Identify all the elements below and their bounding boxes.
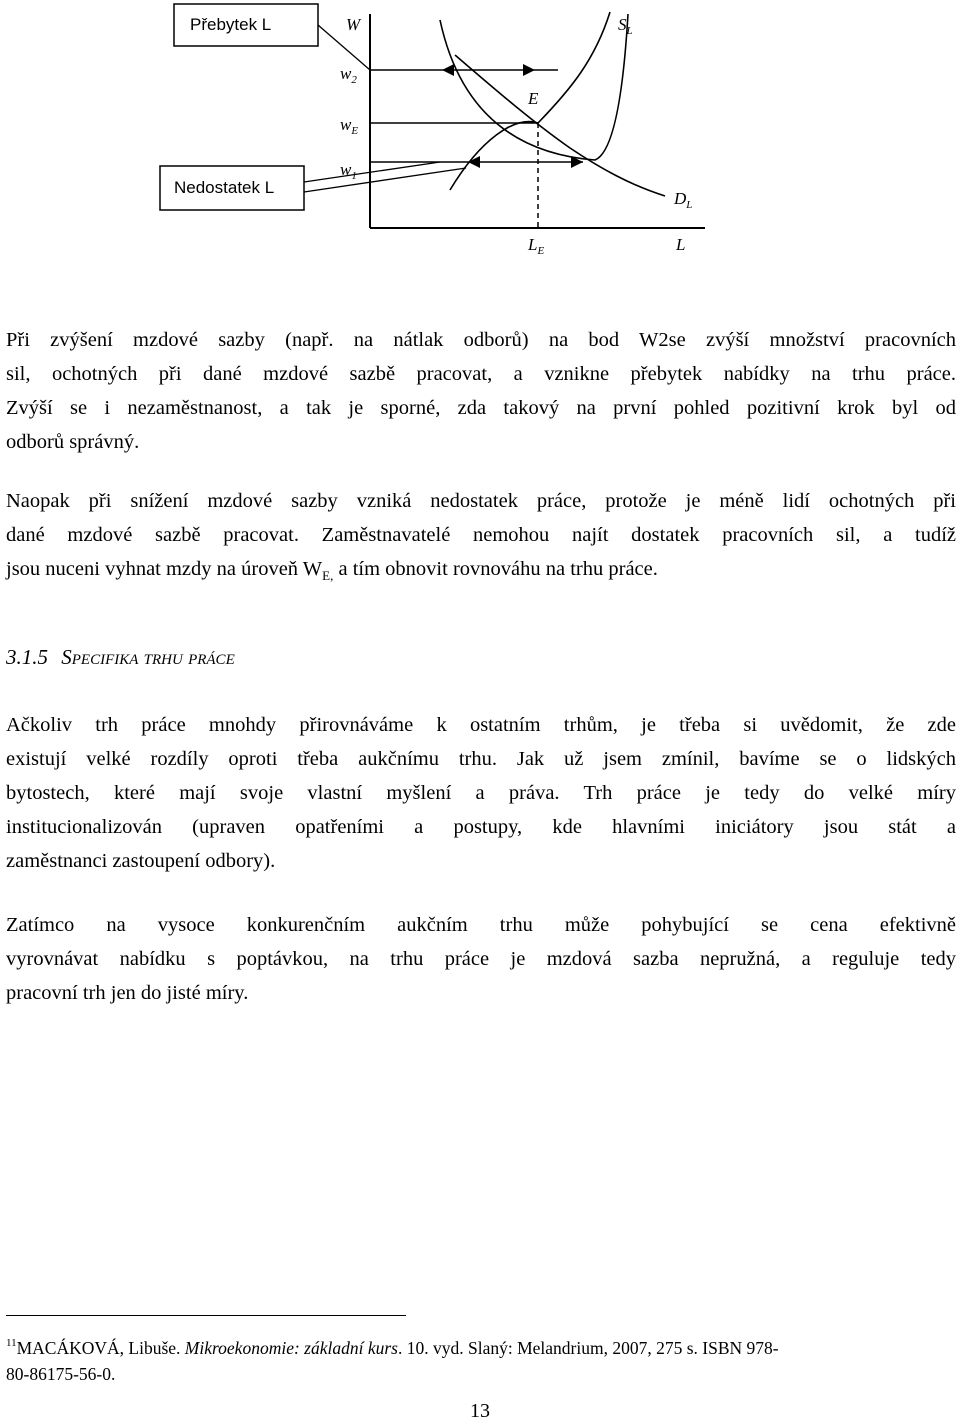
p2-line-3 [6, 552, 956, 586]
demand-label: $D_L$ [674, 189, 693, 211]
tick-we: $w_E$ [340, 115, 359, 137]
shortage-pointer-2 [304, 168, 466, 192]
p3-line-3: bytostech, které mají svoje vlastní myšlení a práva. Trh práce je tedy do velké míry [6, 782, 956, 804]
section-number: 3.1.5 [6, 645, 48, 669]
tick-w1: $w_1$ [340, 160, 357, 182]
x-axis-label: L [676, 235, 686, 254]
footnote-author: MACÁKOVÁ, Libuše. [16, 1338, 185, 1358]
tick-w2: $w_2$ [340, 64, 357, 86]
supply-curve [440, 14, 628, 160]
p1-line-1: Při zvýšení mzdové sazby (např. na nátlak odborů) na bod W2se zvýší množství pracovních [6, 329, 956, 351]
shortage-box-label: Nedostatek L [174, 178, 275, 197]
p1-line-3: Zvýší se i nezaměstnanost, a tak je sporné, zda takový na první pohled pozitivní krok byl od [6, 397, 956, 419]
footnote-rest-2: 80-86175-56-0. [6, 1364, 116, 1384]
p2-line-2: dané mzdové sazbě pracovat. Zaměstnavatelé nemohou najít dostatek pracovních sil, a tudíž [6, 524, 956, 546]
section-heading [6, 645, 235, 670]
p4-line-3: pracovní trh jen do jisté míry. [6, 982, 249, 1004]
paragraph-1 [6, 323, 956, 459]
p2-line-1: Naopak při snížení mzdové sazby vzniká nedostatek práce, protože je méně lidí ochotných při [6, 490, 956, 512]
w2-arrow-right [523, 64, 535, 76]
supply-label: $S_L$ [618, 15, 633, 37]
footnote-rule [6, 1315, 406, 1316]
p3-line-4: institucionalizován (upraven opatřeními a postupy, kde hlavními iniciátory jsou stát a [6, 816, 956, 838]
p4-line-1: Zatímco na vysoce konkurenčním aukčním trhu může pohybující se cena efektivně [6, 914, 956, 936]
demand-curve [455, 55, 665, 196]
footnote-rest: . 10. vyd. Slaný: Melandrium, 2007, 275 s. ISBN 978- [397, 1338, 779, 1358]
p2-line-3-after: a tím obnovit rovnováhu na trhu práce. [333, 558, 658, 580]
p1-line-2: sil, ochotných při dané mzdové sazbě pracovat, a vznikne přebytek nabídky na trhu práce. [6, 363, 956, 385]
paragraph-2 [6, 484, 956, 586]
p3-line-2: existují velké rozdíly oproti třeba aukčnímu trhu. Jak už jsem zmínil, bavíme se o lidských [6, 748, 956, 770]
w1-arrow [468, 156, 480, 168]
labor-market-svg [150, 0, 710, 270]
section-title: Specifika trhu práce [61, 645, 235, 669]
footnote-title: Mikroekonomie: základní kurs [184, 1338, 398, 1358]
surplus-box-label: Přebytek L [190, 15, 272, 34]
footnote [6, 1330, 956, 1387]
paragraph-3 [6, 708, 956, 878]
page-number: 13 [470, 1400, 490, 1422]
p3-line-5: zaměstnanci zastoupení odbory). [6, 850, 276, 872]
p4-line-2: vyrovnávat nabídku s poptávkou, na trhu práce je mzdová sazba nepružná, a reguluje tedy [6, 948, 956, 970]
p3-line-1: Ačkoliv trh práce mnohdy přirovnáváme k ostatním trhům, je třeba si uvědomit, že zde [6, 714, 956, 736]
p1-line-4: odborů správný. [6, 431, 140, 453]
w2-arrow [442, 64, 454, 76]
p2-line-3-before: jsou nuceni vyhnat mzdy na úroveň W [6, 558, 323, 580]
labor-market-diagram [150, 0, 710, 270]
paragraph-4 [6, 908, 956, 1010]
equilibrium-label: E [528, 89, 539, 108]
footnote-marker: 11 [6, 1337, 17, 1349]
shortage-pointer-1 [304, 162, 440, 182]
tick-le: $L_E$ [528, 235, 545, 257]
p2-line-3-sub: E, [322, 568, 334, 584]
y-axis-label: W [346, 15, 361, 34]
